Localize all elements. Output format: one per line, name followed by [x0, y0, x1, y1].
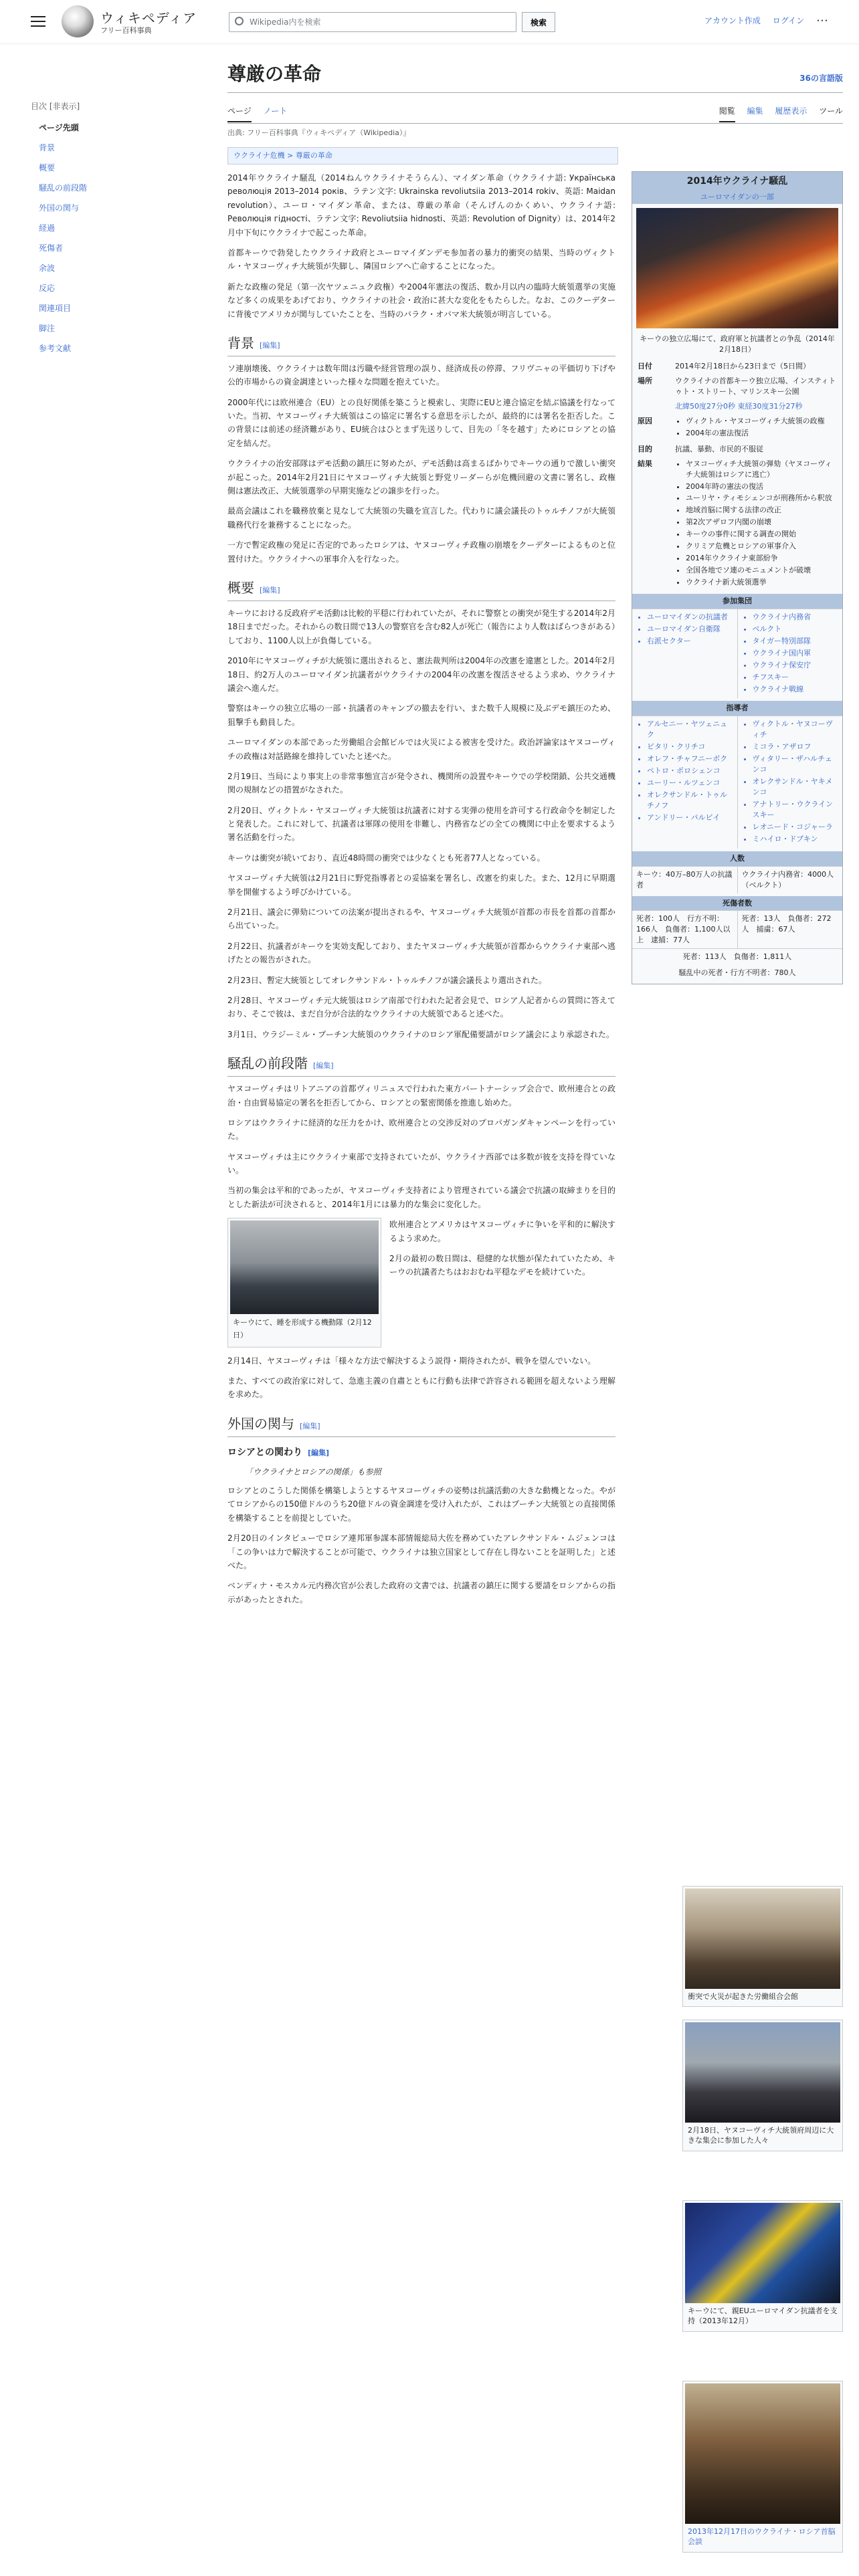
leader-item[interactable]: • アルセニー・ヤツェニュク	[647, 719, 733, 740]
wikipedia-logo[interactable]	[62, 5, 94, 37]
leader-item[interactable]: • オレフ・チャフニーボク	[647, 754, 733, 764]
figure-eu-flags	[682, 2200, 843, 2332]
toc-item[interactable]: 余波	[39, 263, 56, 273]
paragraph: ヤヌコーヴィチはリトアニアの首都ヴィリニュスで行われた東方パートナーシップ会合で、欧州連合との政治・自由貿易協定の署名を拒否してから、ロシアとの緊密関係を推進し始めた。	[227, 1084, 615, 1107]
toc-item[interactable]: 関連項目	[39, 304, 72, 313]
paragraph: 一方で暫定政権の発足に否定的であったロシアは、ヤヌコーヴィチ政権の崩壊をクーデターによるものと位置付けた。ウクライナへの軍事介入を行なった。	[227, 540, 615, 564]
result-item: • クリミア危機とロシアの軍事介入	[686, 541, 837, 552]
leader-item[interactable]: • オレクサンドル・トゥルチノフ	[647, 790, 733, 811]
tab-history[interactable]: 履歴表示	[775, 106, 807, 116]
leader-item[interactable]: • ヴィタリー・ザハルチェンコ	[753, 754, 839, 775]
intro-paragraph: 首都キーウで勃発したウクライナ政府とユーロマイダンデモ参加者の暴力的衝突の結果、当時のヴィクトル・ヤヌコーヴィチ大統領が失脚し、隣国ロシアへ亡命することになった。	[227, 247, 615, 272]
paragraph: 2月の最初の数日間は、穏健的な状態が保たれていたため、キーウの抗議者たちはおおむね平穏なデモを続けていた。	[389, 1254, 615, 1277]
infobox	[632, 171, 843, 984]
site-header	[0, 0, 859, 44]
result-item: • 第2次アザロフ内閣の崩壊	[686, 517, 837, 528]
subsection-heading-russia: ロシアとの関わり [編集]	[227, 1446, 330, 1458]
cause-label: 原因	[638, 416, 652, 425]
paragraph: 2月14日、ヤヌコーヴィチは「様々な方法で解決するよう説得・期待されたが、戦争を望んでいない。	[227, 1356, 596, 1366]
section-heading-background: 背景 [編集]	[227, 332, 615, 356]
party-item[interactable]: • タイガー特別部隊	[753, 636, 839, 647]
paragraph: ソ連崩壊後、ウクライナは数年間は汚職や経営管理の誤り、経済成長の停滞、フリヴニャの平価切り下げや公的市場からの資金調達といった様々な問題を抱えていた。	[227, 363, 615, 387]
section-heading-prelude: 騒乱の前段階 [編集]	[227, 1052, 615, 1077]
place-value: ウクライナの首都キーウ独立広場、インスティトゥト・ストリート、マリンスキー公園	[675, 377, 836, 396]
casualties-header: 死傷者数	[632, 896, 842, 911]
cause-item: • 2004年の憲法復活	[686, 428, 837, 439]
create-account-link[interactable]: アカウント作成	[704, 16, 761, 25]
menu-icon[interactable]	[31, 16, 45, 27]
leaders-header: 指導者	[632, 701, 842, 716]
strength-left: キーウ：40万–80万人の抗議者	[636, 869, 733, 889]
casualties-note: 騒乱中の死者・行方不明者：780人	[678, 968, 796, 978]
see-also-hatnote[interactable]: 「ウクライナとロシアの関係」も参照	[245, 1467, 381, 1477]
figure-trade-union-building	[682, 1886, 843, 2007]
site-wordmark[interactable]: ウィキペディア	[100, 10, 197, 26]
paragraph: また、すべての政治家に対して、急進主義の自肅とともに行動も法律で許容される範囲を超えないよう理解を求めた。	[227, 1376, 615, 1400]
party-item[interactable]: • ユーロマイダン自衛隊	[647, 624, 733, 635]
edit-link[interactable]: [編集]	[308, 1448, 330, 1457]
user-links	[695, 15, 828, 27]
paragraph: ロシアはウクライナに経済的な圧力をかけ、欧州連合との交渉反対のプロパガンダキャンペーンを行っていた。	[227, 1117, 615, 1142]
page-tabs	[227, 97, 843, 124]
party-item[interactable]: • ウクライナ内務省	[753, 612, 839, 623]
result-item: • 2014年ウクライナ東部紛争	[686, 553, 837, 564]
search-input[interactable]	[229, 12, 516, 32]
tab-page[interactable]: ページ	[227, 106, 252, 122]
paragraph: 2月23日、暫定大統領としてオレクサンドル・トゥルチノフが議会議長より選出された。	[227, 975, 547, 985]
party-item[interactable]: • チフスキー	[753, 672, 839, 683]
figure-caption: キーウにて、睡を形成する機動隊（2月12日）	[233, 1318, 372, 1339]
cause-item: • ヴィクトル・ヤヌコーヴィチ大統領の政権	[686, 416, 837, 427]
figure-caption: 2013年12月17日のウクライナ・ロシア首脳会談	[688, 2527, 836, 2547]
result-item: • ヤヌコーヴィチ大統領の弾劾（ヤヌコーヴィチ大統領はロシアに逃亡）	[686, 459, 837, 480]
result-item: • 2004年時の憲法の復活	[686, 481, 837, 492]
paragraph: 2月28日、ヤヌコーヴィチ元大統領はロシア南部で行われた記者会見で、ロシア人記者からの質問に答えており、そこで彼は、まだ自分が合法的なウクライナの大統領であると述べた。	[227, 995, 615, 1019]
party-item[interactable]: • ウクライナ国内軍	[753, 648, 839, 659]
paragraph: 2月20日のインタビューでロシア連邦軍参謀本部情報総局大佐を務めていたアレクサンドル・ムジェンコは「この争いは力で解決することが可能で、ウクライナは独立国家として存在し得ないことを証明した」と述べた。	[227, 1533, 615, 1570]
paragraph: 2010年にヤヌコーヴィチが大統領に選出されると、憲法裁判所は2004年の改憲を違憲とした。2014年2月18日、約2万人のユーロマイダン抗議者がウクライナの2004年の改憲を復活させるよう求め、ウクライナ議会へ進んだ。	[227, 656, 615, 693]
party-item[interactable]: • ユーロマイダンの抗議者	[647, 612, 733, 623]
paragraph: 3月1日、ウラジーミル・プーチン大統領のウクライナのロシア軍配備要請がロシア議会により承認された。	[227, 1029, 614, 1039]
paragraph: 2月22日、抗議者がキーウを実効支配しており、またヤヌコーヴィチ大統領が首都からウクライナ東部へ逃げたとの報告がされた。	[227, 941, 615, 965]
result-label: 結果	[638, 459, 652, 468]
section-heading-overview: 概要 [編集]	[227, 576, 615, 601]
intro-paragraph: 2014年ウクライナ騒乱（2014ねんウクライナそうらん）、マイダン革命（ウクライナ語: Українська революція 2013–2014 років、ラテン文字: Ukrainska revoliutsiia 2013–2014 rokiv、英語: Maidan revolution）、ユーロ・マイダン革命、または、尊厳の革命（そんげんのかくめい、ウクライナ語: Революція гідності、ラテン文字: Revoliutsiia hidnosti、英語: Revolution of Dignity）は、2014年2月中下旬にウクライナで起こった革命。	[227, 173, 615, 237]
leader-item[interactable]: • ペトロ・ポロシェンコ	[647, 766, 733, 776]
parties-header: 参加集団	[632, 594, 842, 609]
paragraph: 最高会議はこれを職務放棄と見なして大統領の失職を宣言した。代わりに議会議長のトゥルチノフが大統領職務代行を兼務することになった。	[227, 506, 615, 530]
tab-read[interactable]: 閲覧	[719, 106, 735, 122]
party-item[interactable]: • ウクライナ戦線	[753, 684, 839, 695]
language-button[interactable]: 36の言語版	[799, 74, 843, 83]
leader-item[interactable]: • ミコラ・アザロフ	[753, 742, 839, 752]
paragraph: 欧州連合とアメリカはヤヌコーヴィチに争いを平和的に解決するよう求めた。	[389, 1220, 615, 1243]
eu-flags-image[interactable]	[685, 2203, 840, 2303]
figure-caption: 衝突で火災が起きた労働組合会館	[688, 1992, 798, 2001]
more-menu-icon[interactable]: ･･･	[816, 16, 828, 25]
riot-police-image[interactable]	[230, 1220, 379, 1314]
paragraph: ウクライナの治安部隊はデモ活動の鎮圧に努めたが、デモ活動は高まるばかりでキーウの通りで激しい衝突が起こった。2014年2月21日にヤヌコーヴィチ大統領と野党リーダーらが危機回避の文書に署名し、政権側は憲法改正、大統領選挙の早期実施などの譲歩を行った。	[227, 459, 615, 496]
summit-image[interactable]	[685, 2383, 840, 2524]
party-item[interactable]: • ベルクト	[753, 624, 839, 635]
main-content	[227, 60, 843, 1613]
edit-link[interactable]: [編集]	[260, 585, 280, 595]
party-item[interactable]: • ウクライナ保安庁	[753, 660, 839, 671]
intro-paragraph: 新たな政権の発足（第一次ヤツェニュク政権）や2004年憲法の復活、数か月以内の臨時大統領選挙の実施など多くの成果をあげており、ウクライナの社会・政治に甚大な変化をもたらした。なお、このクーデターに背後でアメリカが関与していたことを、当時のバラク・オバマ米大統領が明言している。	[227, 282, 615, 319]
paragraph: ベンディナ・モスカル元内務次官が公表した政府の文書では、抗議者の鎮圧に関する要請をロシアからの指示があったとされた。	[227, 1581, 615, 1604]
goal-label: 目的	[638, 444, 652, 453]
search-icon	[235, 17, 244, 25]
crowd-image[interactable]	[685, 2022, 840, 2123]
infobox-title: 2014年ウクライナ騒乱	[632, 172, 842, 191]
date-value: 2014年2月18日から23日まで（5日間）	[675, 362, 810, 371]
toc-item[interactable]: 経過	[39, 223, 56, 233]
casualties-right: 死者：13人 負傷者：272人 捕虜：67人	[737, 911, 843, 948]
toc-item-top[interactable]: ページ先頭	[39, 123, 79, 132]
article-column	[227, 171, 615, 1606]
toc-item[interactable]: 外国の関与	[39, 203, 80, 213]
coordinates-link[interactable]: 北緯50度27分0秒 東経30度31分27秒	[675, 401, 803, 411]
toc-item[interactable]: 脚注	[39, 324, 56, 333]
leader-item[interactable]: • オレクサンドル・ヤキメンコ	[753, 776, 839, 798]
toc-item[interactable]: 騒乱の前段階	[39, 183, 88, 193]
strength-header: 人数	[632, 851, 842, 866]
figure-caption: 2月18日、ヤヌコーヴィチ大統領府周辺に大きな集会に参加した人々	[688, 2126, 834, 2145]
source-line: 出典: フリー百科事典『ウィキペディア（Wikipedia）』	[227, 128, 411, 137]
section-heading-foreign: 外国の関与 [編集]	[227, 1412, 615, 1437]
result-item: • ウクライナ新大統領選挙	[686, 577, 837, 588]
tab-edit[interactable]: 編集	[747, 106, 763, 116]
toc-item[interactable]: 参考文献	[39, 344, 72, 353]
paragraph: ユーロマイダンの本部であった労働組合会館ビルでは火災による被害を受けた。政治評論家はヤヌコーヴィチの政権は対話路線を維持していたと述べた。	[227, 738, 615, 761]
paragraph: ヤヌコーヴィチ大統領は2月21日に野党指導者との妥協案を署名し、改憲を約束した。また、12月に早期選挙を開催するよう呼びかけている。	[227, 873, 615, 897]
login-link[interactable]: ログイン	[772, 16, 805, 25]
tab-tools[interactable]: ツール	[819, 106, 843, 116]
result-item: • キーウの事件に関する調査の開始	[686, 529, 837, 540]
strength-right: ウクライナ内務省：4000人（ベルクト）	[737, 867, 843, 893]
toc-header[interactable]: 目次 [非表示]	[31, 102, 80, 111]
casualties-total: 死者：113人 負傷者：1,811人	[632, 948, 842, 965]
leader-item[interactable]: • レオニード・コジャーラ	[753, 822, 839, 833]
leader-item[interactable]: • ミハイロ・ドブキン	[753, 834, 839, 845]
figure-caption: キーウにて、親EUユーロマイダン抗議者を支持（2013年12月）	[688, 2306, 838, 2326]
toc-item[interactable]: 反応	[39, 284, 56, 293]
leader-item[interactable]: • ヴィクトル・ヤヌコーヴィチ	[753, 719, 839, 740]
edit-link[interactable]: [編集]	[300, 1421, 320, 1430]
edit-link[interactable]: [編集]	[260, 340, 280, 350]
paragraph: 当初の集会は平和的であったが、ヤヌコーヴィチ支持者により管理されている議会で抗議の取締まりを目的とした新法が可決されると、2014年1月には暴力的な集会に変化した。	[227, 1186, 615, 1209]
edit-link[interactable]: [編集]	[313, 1061, 334, 1071]
paragraph: 2000年代には欧州連合（EU）との良好関係を築こうと模索し、実際にEUと連合協定を結ぶ協議を行なっていた。当初、ヤヌコーヴィチ大統領はこの協定に署名する意思を示したが、最終的には署名を拒否した。この背景には前述の経済難があり、EU統合はひとまず先送りして、目先の「冬を越す」ためにロシアとの協定を結んだ。	[227, 397, 615, 448]
table-of-contents	[31, 100, 191, 358]
trade-union-building-image[interactable]	[685, 1889, 840, 1989]
infobox-image-caption: キーウの独立広場にて、政府軍と抗議者との争乱（2014年2月18日）	[640, 334, 835, 354]
goal-value: 抗議、暴動、市民的不服従	[675, 444, 763, 453]
paragraph: 2月21日、議会に弾劾についての法案が提出されるや、ヤヌコーヴィチ大統領が首都の市長を首都の首都から出ていった。	[227, 907, 615, 931]
article-body	[227, 171, 843, 1606]
maidan-clash-image[interactable]	[636, 208, 838, 328]
figure-crowd	[682, 2020, 843, 2151]
infobox-subtitle[interactable]: ユーロマイダンの一部	[632, 191, 842, 204]
tab-talk[interactable]: ノート	[263, 106, 288, 116]
paragraph: キーウは衝突が続いており、直近48時間の衝突では少なくとも死者77人となっている。	[227, 853, 545, 863]
party-item[interactable]: • 右派セクター	[647, 636, 733, 647]
place-label: 場所	[638, 377, 652, 386]
paragraph: 警察はキーウの独立広場の一部・抗議者のキャンプの撤去を行い、また数千人規模に及ぶデモ鎮圧のため、狙撃手も動員した。	[227, 704, 615, 727]
leader-item[interactable]: • アナトリー・ウクラインスキー	[753, 799, 839, 821]
page-title: 尊厳の革命	[227, 60, 843, 93]
toc-item[interactable]: 死傷者	[39, 243, 64, 253]
casualties-left: 死者：100人 行方不明：166人 負傷者：1,100人以上 逮捕：77人	[636, 914, 731, 945]
toc-item[interactable]: 背景	[39, 143, 56, 152]
paragraph: 2月19日、当局により事実上の非常事態宣言が発令され、機関所の設置やキーウでの学校閉鎖、公共交通機関の規制などの措置がなされた。	[227, 771, 615, 795]
toc-item[interactable]: 概要	[39, 163, 56, 173]
figure-summit	[682, 2381, 843, 2553]
paragraph: 2月20日、ヴィクトル・ヤヌコーヴィチ大統領は抗議者に対する実弾の使用を許可する行政命令を制定したと発表した。これに対して、抗議者は軍隊の使用を非難し、内務省などの全ての機関に中止を要求するよう署名活動を行った。	[227, 805, 615, 843]
result-item: • ユーリヤ・ティモシェンコが刑務所から釈放	[686, 493, 837, 504]
site-tagline: フリー百科事典	[100, 26, 152, 35]
leader-item[interactable]: • ユーリー・ルツェンコ	[647, 778, 733, 788]
leader-item[interactable]: • アンドリー・パルビイ	[647, 813, 733, 823]
breadcrumb[interactable]: ウクライナ危機 > 尊厳の革命	[227, 147, 618, 165]
leader-item[interactable]: • ビタリ・クリチコ	[647, 742, 733, 752]
paragraph: ロシアとのこうした関係を構築しようとするヤヌコーヴィチの姿勢は抗議活動の大きな動機となった。やがてロシアからの150億ドルのうち20億ドルの資金調達を受け入れたが、これはプーチン大統領との直接関係を構築することを前提としていた。	[227, 1486, 615, 1523]
search-button[interactable]: 検索	[522, 12, 555, 32]
paragraph: キーウにおける反政府デモ活動は比較的平穏に行われていたが、それに警察との衝突が発生する2014年2月18日までだった。それからの数日間で13人の警察官を含む82人が死亡（報告により人数はばらつきがある）しており、1100人以上が負傷している。	[227, 608, 615, 645]
paragraph: ヤヌコーヴィチは主にウクライナ東部で支持されていたが、ウクライナ西部では多数が彼を支持を得ていない。	[227, 1152, 615, 1176]
date-label: 日付	[638, 362, 652, 371]
search-placeholder: Wikipedia内を検索	[250, 17, 321, 27]
result-item: • 全国各地でソ連のモニュメントが破壊	[686, 565, 837, 576]
result-item: • 地域首脳に関する法律の改正	[686, 505, 837, 516]
